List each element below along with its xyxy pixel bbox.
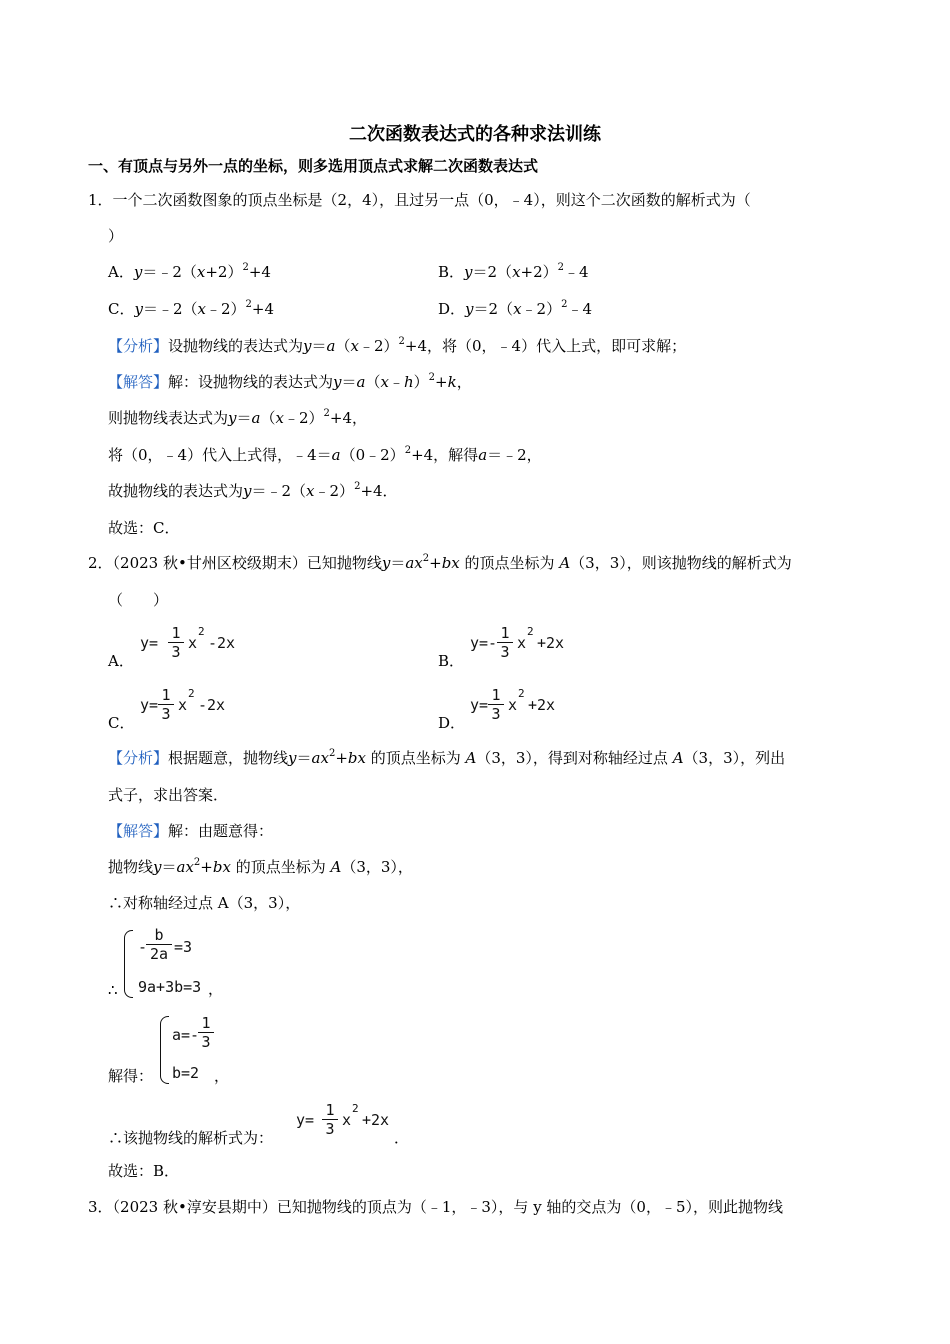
q1-option-c: C．y＝﹣2（x﹣2）$^2$+4 <box>108 299 275 318</box>
q3-stem: 3．（2023 秋•淳安县期中）已知抛物线的顶点为（﹣1，﹣3），与 y 轴的交点为（0，﹣5），则此抛物线 <box>88 1198 784 1216</box>
q1-answer: 故选：C． <box>108 519 180 537</box>
q2-step-1: 抛物线$y=ax^2+bx$ 的顶点坐标为 A（3，3）， <box>108 857 413 876</box>
q2-option-a-label: A． <box>108 652 134 670</box>
q2-option-c-label: C． <box>108 714 135 732</box>
solve-label: 解得： <box>108 1067 154 1085</box>
q1-step-2: 将（0，﹣4）代入上式得，﹣4＝a（0﹣2）$^2$+4，解得a＝﹣2， <box>108 445 542 464</box>
q2-final-label: ∴该抛物线的解析式为： <box>108 1129 274 1147</box>
q1-option-b: B．$y=2(x+2)^2﹣4$ <box>438 262 589 281</box>
q1-stem: 1．一个二次函数图象的顶点坐标是（2，4），且过另一点（0，﹣4），则这个二次函数的解析式为（ <box>88 191 751 209</box>
q2-final-dot: ． <box>394 1129 410 1147</box>
q1-step-1: 则抛物线表达式为y＝a（x﹣2）$^2$+4， <box>108 408 367 427</box>
q2-analysis-cont: 式子，求出答案． <box>108 786 229 804</box>
q2-option-b-label: B． <box>438 652 465 670</box>
q1-option-a: A．$y=﹣2(x+2)^2+4$ <box>108 262 271 281</box>
q2-stem: 2．（2023 秋•甘州区校级期末）已知抛物线$y=ax^2+bx$ 的顶点坐标为 A（3，3），则该抛物线的解析式为 <box>88 553 792 572</box>
q1-step-3: 故抛物线的表达式为y＝﹣2（x﹣2）$^2$+4． <box>108 481 398 500</box>
page-title: 二次函数表达式的各种求法训练 <box>349 124 601 145</box>
therefore-symbol: ∴ <box>108 981 118 999</box>
q2-solution: 【解答】解：由题意得： <box>108 822 274 840</box>
q1-solution: 【解答】解：设抛物线的表达式为y＝a（x﹣h）$^2$+k， <box>108 372 472 391</box>
q2-stem-blank: （ ） <box>108 591 169 609</box>
q1-option-d: D．y＝2（x﹣2）$^2$﹣4 <box>438 299 592 318</box>
q2-option-d-label: D． <box>438 714 466 732</box>
system-1-comma: ， <box>208 980 224 998</box>
q2-answer: 故选：B． <box>108 1162 180 1180</box>
q1-analysis: 【分析】设抛物线的表达式为y＝a（x﹣2）$^2$+4，将（0，﹣4）代入上式，即可求解； <box>108 336 687 355</box>
q1-stem-close: ） <box>108 227 124 245</box>
system-2-comma: ， <box>214 1067 230 1085</box>
q2-step-2: ∴对称轴经过点 A（3，3）， <box>108 894 301 912</box>
q2-analysis: 【分析】根据题意，抛物线$y=ax^2+bx$ 的顶点坐标为 A（3，3），得到对称轴经过点 A（3，3），列出 <box>108 748 786 767</box>
section-heading: 一、有顶点与另外一点的坐标，则多选用顶点式求解二次函数表达式 <box>88 157 539 175</box>
